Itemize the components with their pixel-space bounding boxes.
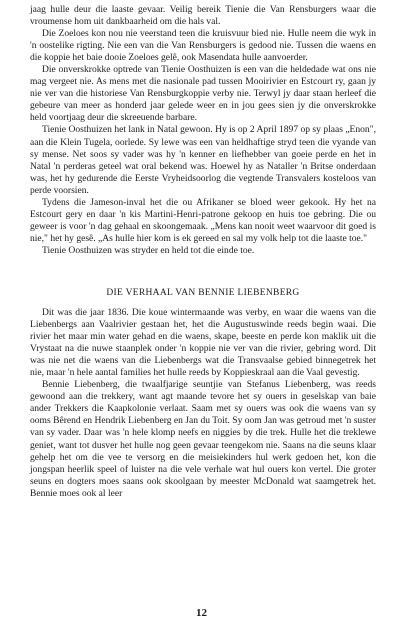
paragraph: Bennie Liebenberg, die twaalfjarige seuntjie van Stefanus Liebenberg, was reeds gewoond aan die trekkery, want agt maande tevore het sy ouers in geselskap van baie ander Trekkers die Kaapkolonie verlaat. Saam met sy ouers was ook die waens van sy ooms Bêrend en Hendrik Liebenberg en Jan du Toit. Sy oom Jan was getroud met 'n suster van sy vader. Daar was 'n hele klomp neefs en niggies by die trek. Hulle het die treklewe geniet, want tot dusver het hulle nog geen gevaar teengekom nie. Saans na die seuns klaar gehelp het om die vee te versorg en die meisiekinders hul werk gedoen het, kon die jongspan heerlik speel of luister na die vele verhale wat hul ouers kon vertel. Die groter seuns en dogters moes saans ook skoolgaan by meester McDonald wat saamgetrek het. Bennie moes ook al leer bbox=[30, 379, 376, 499]
paragraph: Die Zoeloes kon nou nie veerstand teen die kruisvuur bied nie. Hulle neem die wyk in 'n oostelike rigting. Nie een van die Van Rensburgers is gedood nie. Tussen die waens en die koppie het baie dooie Zoeloes gelê, ook Masendata hulle aanvoerder. bbox=[30, 28, 376, 64]
paragraph: jaag hulle deur die laaste gevaar. Veilig bereik Tienie die Van Rensburgers waar die vroumense hom uit dankbaarheid om die hals val. bbox=[30, 4, 376, 28]
paragraph: Tydens die Jameson-inval het die ou Afrikaner se bloed weer gekook. Hy het na Estcourt gery en daar 'n kis Martini-Henri-patrone gekoop en huis toe gebring. Die ou geweer is voor 'n dag gehaal en skoongemaak. „Mens kan nooit weet waarvoor dit goed is nie," het hy gesê. „As hulle hier kom is ek gereed en sal my volk help tot die laaste toe." bbox=[30, 196, 376, 244]
paragraph: Die onverskrokke optrede van Tienie Oosthuizen is een van die heldedade wat ons nie mag vergeet nie. As mens met die nasionale pad tussen Mooirivier en Estcourt ry, gaan jy nie ver van die historiese Van Rensburgkoppie verby nie. Terwyl jy daar staan herleef die gebeure van meer as honderd jaar gelede weer en in jou gees sien jy die onverskrokke held voortjaag deur die skreeuende barbare. bbox=[30, 64, 376, 124]
upper-text-block bbox=[30, 4, 376, 257]
page-number: 12 bbox=[196, 607, 207, 619]
paragraph: Tienie Oosthuizen het lank in Natal gewoon. Hy is op 2 April 1897 op sy plaas „Enon", aan die Klein Tugela, oorlede. Sy lewe was een van heldhaftige stryd teen die vyande van sy mense. Net soos sy vader was hy 'n kenner en liefhebber van goeie perde en het in Natal 'n perderas geteel wat oral bekend was. Hoewel hy as Nataller 'n Britse onderdaan was, het hy gedurende die Eerste Vryheidsoorlog die vegtende Transvalers kosteloos van perde voorsien. bbox=[30, 124, 376, 196]
paragraph: Dit was die jaar 1836. Die koue wintermaande was verby, en waar die waens van die Liebenbergs aan Vaalrivier gestaan het, het die Augustuswinde reeds begin waai. Die rivier het maar min water gehad en die waens, skape, beeste en perde kon maklik uit die Vrystaat na die nuwe staanplek onder 'n koppie nie ver van die rivier, gebring word. Dit was nie net die waens van die Liebenbergs wat die Transvaalse gebied binnegetrek het nie, maar 'n hele aantal families het hulle reeds by Koppieskraal aan die Vaal gevestig. bbox=[30, 307, 376, 379]
lower-text-block bbox=[30, 307, 376, 500]
section-heading: DIE VERHAAL VAN BENNIE LIEBENBERG bbox=[106, 288, 300, 298]
paragraph: Tienie Oosthuizen was stryder en held tot die einde toe. bbox=[42, 244, 255, 256]
